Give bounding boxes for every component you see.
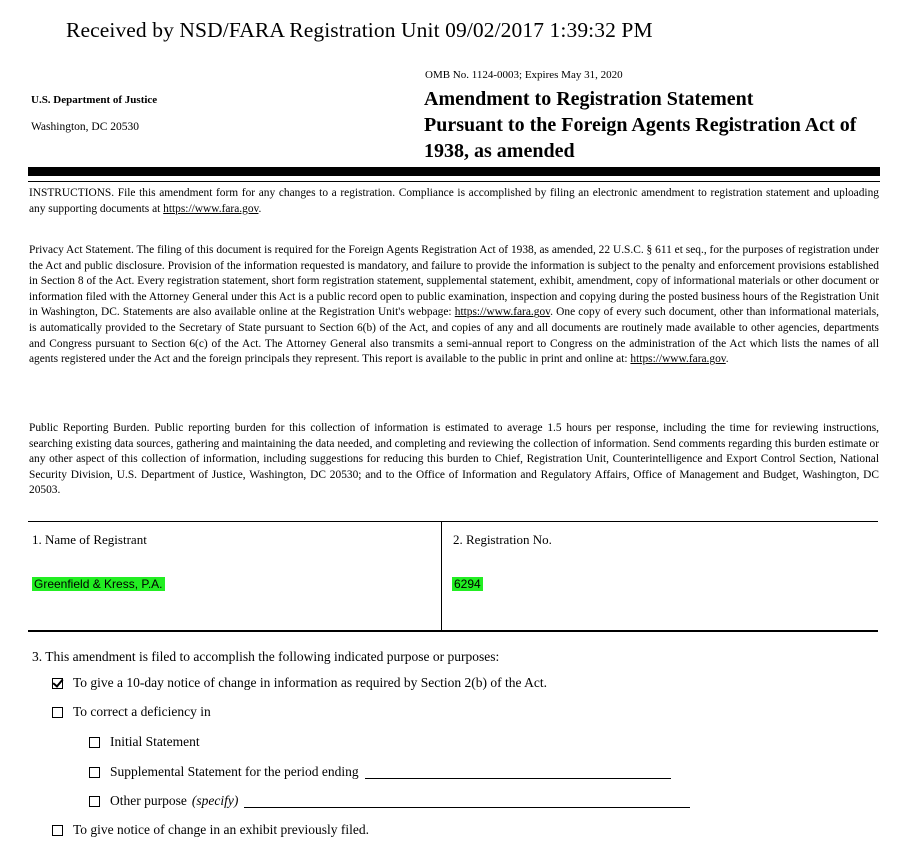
option-exhibit-change-label: To give notice of change in an exhibit previously filed.	[73, 822, 369, 837]
option-correct-deficiency	[52, 704, 211, 720]
registrant-name-field[interactable]	[32, 575, 165, 593]
option-correct-deficiency-label: To correct a deficiency in	[73, 704, 211, 719]
registrant-name-value: Greenfield & Kress, P.A.	[34, 577, 163, 591]
title-line-2: Pursuant to the Foreign Agents Registration Act of	[424, 114, 857, 136]
option-10-day-notice-label: To give a 10-day notice of change in information as required by Section 2(b) of the Act.	[73, 675, 548, 690]
department-location: Washington, DC 20530	[31, 121, 140, 133]
checkbox-supplemental-statement[interactable]	[89, 767, 100, 778]
fields-box-top-rule	[28, 521, 878, 522]
checkbox-initial-statement[interactable]	[89, 737, 100, 748]
privacy-end: .	[725, 353, 729, 366]
form-title	[424, 86, 894, 164]
registration-number-label: 2. Registration No.	[453, 532, 552, 547]
header-thick-rule	[28, 167, 880, 176]
option-supplemental-statement	[89, 764, 671, 780]
title-line-3: 1938, as amended	[424, 140, 575, 162]
registration-number-value: 6294	[454, 577, 481, 591]
fara-online-link[interactable]: https://www.fara.gov	[630, 353, 726, 366]
fara-link[interactable]: https://www.fara.gov	[163, 202, 259, 215]
option-other-purpose	[89, 793, 690, 809]
header-thin-rule	[28, 181, 880, 182]
fara-webpage-link[interactable]: https://www.fara.gov	[454, 306, 551, 319]
purpose-question: 3. This amendment is filed to accomplish the following indicated purpose or purposes:	[32, 649, 500, 664]
privacy-text: Privacy Act Statement. The filing of this document is required for the Foreign Agents Registration Act of 1938, as amended, 22 U.S.C. § 611 et seq., for the purposes of registration under the Act and public disclosure. Provision of the information requested is mandatory, and failure to provide the information is subject to the penalty and enforcement provisions established in Section 8 of the Act. Every registration statement, short form registration statement, supplemental statement, exhibit, amendment, copy of informational materials or other document or information filed with the Attorney General under this Act is a public record open to public examination, inspection and copying during the posted business hours of the Registration Unit in Washington, DC. Statements are also available online at the Registration Unit's webpage:	[29, 244, 879, 319]
privacy-act-paragraph	[29, 243, 879, 368]
option-initial-statement-label: Initial Statement	[110, 734, 200, 749]
option-10-day-notice	[52, 675, 547, 691]
title-line-1: Amendment to Registration Statement	[424, 88, 754, 110]
checkbox-correct-deficiency[interactable]	[52, 707, 63, 718]
instructions-text: INSTRUCTIONS. File this amendment form for any changes to a registration. Compliance is accomplished by filing an electronic amendment to registration statement and uploading any supporting documents at	[29, 187, 879, 215]
period-ending-input[interactable]	[365, 766, 671, 779]
reporting-burden-paragraph: Public Reporting Burden. Public reporting burden for this collection of information is estimated to average 1.5 hours per response, including the time for reviewing instructions, searching existing data sources, gathering and maintaining the data needed, and completing and reviewing the collection of information. Send comments regarding this burden estimate or any other aspect of this collection of information, including suggestions for reducing this burden to Chief, Registration Unit, Counterintelligence and Export Control Section, National Security Division, U.S. Department of Justice, Washington, DC 20530; and to the Office of Information and Regulatory Affairs, Office of Management and Budget, Washington, DC 20503.	[29, 422, 879, 497]
option-initial-statement	[89, 734, 200, 750]
other-purpose-input[interactable]	[244, 795, 690, 808]
option-other-purpose-label: Other purpose	[110, 793, 187, 808]
omb-number: OMB No. 1124-0003; Expires May 31, 2020	[425, 69, 623, 81]
fields-box-bottom-rule	[28, 630, 878, 632]
fields-divider	[441, 521, 442, 631]
instructions-paragraph	[29, 186, 879, 217]
instructions-end: .	[258, 202, 262, 215]
option-supplemental-statement-label: Supplemental Statement for the period ending	[110, 764, 359, 779]
checkbox-10-day-notice[interactable]	[52, 678, 63, 689]
received-stamp: Received by NSD/FARA Registration Unit 09/02/2017 1:39:32 PM	[66, 18, 653, 42]
registrant-name-label: 1. Name of Registrant	[32, 532, 147, 547]
registration-number-field[interactable]	[452, 575, 483, 593]
option-other-purpose-specify: (specify)	[191, 793, 239, 808]
department-name: U.S. Department of Justice	[31, 94, 158, 106]
privacy-text-middle: . One copy of every such document, other than informational materials, is automatically provided to the Secretary of State pursuant to Section 6(b) of the Act, and copies of any and all documents are routinely made available to other agencies, departments and Congress pursuant to Section 6(c) of the Act. The Attorney General also transmits a semi-annual report to Congress on the administration of the Act which lists the names of all agents registered under the Act and the foreign principals they represent. This report is available to the public in print and online at:	[29, 306, 879, 366]
option-exhibit-change	[52, 822, 369, 838]
checkbox-exhibit-change[interactable]	[52, 825, 63, 836]
checkbox-other-purpose[interactable]	[89, 796, 100, 807]
